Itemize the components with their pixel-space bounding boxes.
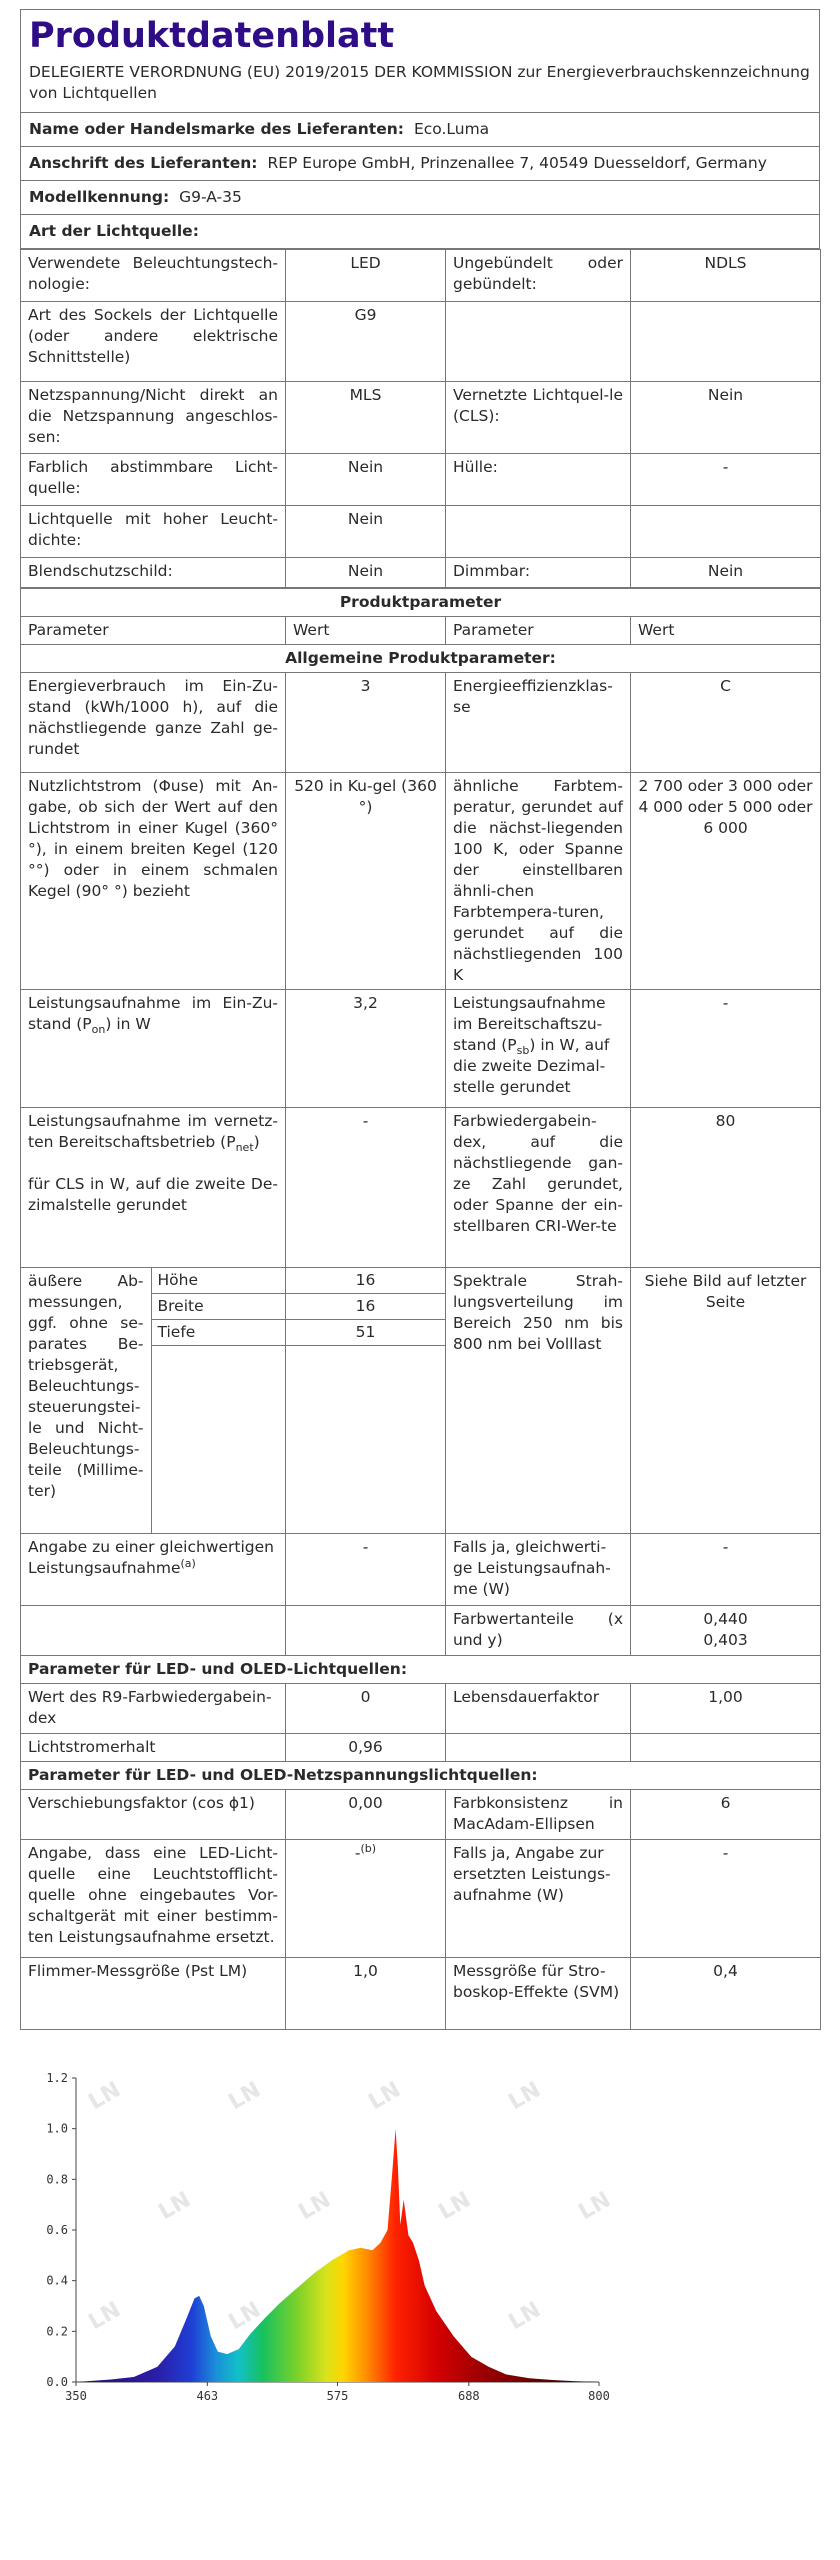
supplier-name-value: Eco.Luma (413, 120, 490, 138)
chroma-label: Farbwertanteile (x und y) (446, 1606, 631, 1656)
onmode-label: Energieverbrauch im Ein-Zu-stand (kWh/1000 h), auf die nächstliegende ganze Zahl ge-rundet (21, 673, 286, 773)
dimensions-cell (21, 1268, 286, 1534)
macadam-value: 6 (631, 1790, 821, 1840)
lumen-value: 0,96 (286, 1734, 446, 1762)
cct-label: ähnliche Farbtem-peratur, gerundet auf die nächst-liegenden 100 K, oder Spanne der einstellbaren ähnli-chen Farbtempera-turen, gerundet auf die nächstliegenden 100 K (446, 773, 631, 990)
r9-label: Wert des R9-Farbwiedergabein-dex (21, 1684, 286, 1734)
spectrum-svg (14, 2070, 644, 2410)
pon-label: Leistungsaufnahme im Ein-Zu-stand $(P_{on})$ in W (21, 990, 286, 1108)
flicker-label: Flimmer-Messgröße (Pst LM) (21, 1958, 286, 2030)
supplier-address-row (20, 147, 820, 181)
supplier-name-label: Name oder Handelsmarke des Lieferanten: (29, 120, 404, 138)
replace-label: Angabe, dass eine LED-Licht-quelle eine Leuchtstofflicht-quelle ohne eingebautes Vor-schaltgerät mit einer bestimm-ten Leistungsaufnahme ersetzt. (21, 1840, 286, 1958)
pnet-value: - (286, 1108, 446, 1268)
lightsource-v1: Nein (286, 454, 446, 506)
eec-value: C (631, 673, 821, 773)
general-heading: Allgemeine Produktparameter: (21, 645, 821, 673)
y-tick-label: 0.6 (46, 2223, 68, 2237)
psb-value: - (631, 990, 821, 1108)
params-table (20, 588, 821, 2030)
psb-label: Leistungsaufnahme im Bereitschaftszu-stand $(P_{sb})$ in W, auf die zweite Dezimal-stelle gerundet (446, 990, 631, 1108)
eec-label: Energieeffizienzklas-se (446, 673, 631, 773)
survival-label: Lebensdauerfaktor (446, 1684, 631, 1734)
lightsource-v2: Nein (631, 382, 821, 454)
lightsource-row (21, 250, 821, 302)
lightsource-v2: - (631, 454, 821, 506)
onmode-value: 3 (286, 673, 446, 773)
watermark-text: LN (154, 2187, 196, 2226)
equiv-value: - (286, 1534, 446, 1606)
lumen-label: Lichtstromerhalt (21, 1734, 286, 1762)
x-tick-label: 688 (457, 2389, 480, 2403)
flicker-value: 1,0 (286, 1958, 446, 2030)
col-param-header: Parameter (21, 617, 286, 645)
y-tick-label: 1.0 (46, 2121, 68, 2136)
model-label: Modellkennung: (29, 188, 170, 206)
lightsource-row (21, 454, 821, 506)
x-tick-label: 463 (196, 2389, 219, 2403)
lightsource-l1: Art des Sockels der Lichtquelle (oder andere elektrische Schnittstelle) (21, 302, 286, 382)
r9-value: 0 (286, 1684, 446, 1734)
model-value: G9-A-35 (179, 188, 242, 206)
lightsource-l1: Lichtquelle mit hoher Leucht-dichte: (21, 506, 286, 558)
dimensions-label: äußere Ab-messungen, ggf. ohne se-parates Be-triebsgerät, Beleuchtungs-steuerungstei-le und Nicht-Beleuchtungs-teile (Millime-ter) (21, 1268, 151, 1533)
svm-label: Messgröße für Stro-boskop-Effekte (SVM) (446, 1958, 631, 2030)
lightsource-row (21, 558, 821, 588)
dimensions-values-cell (286, 1268, 446, 1534)
dimension-value: 51 (286, 1320, 445, 1346)
y-tick-label: 0.0 (46, 2375, 68, 2389)
lightsource-v1: Nein (286, 506, 446, 558)
x-tick-label: 800 (588, 2389, 610, 2403)
dimension-value: 16 (286, 1268, 445, 1294)
datasheet (20, 9, 820, 2030)
dimension-name: Breite (152, 1294, 286, 1320)
lightsource-v1: LED (286, 250, 446, 302)
watermark-text: LN (84, 2297, 126, 2336)
lightsource-row (21, 382, 821, 454)
pon-value: 3,2 (286, 990, 446, 1108)
page-title: Produktdatenblatt (20, 9, 820, 60)
watermark-text: LN (574, 2187, 616, 2226)
lightsource-v2 (631, 302, 821, 382)
y-tick-label: 0.8 (46, 2172, 68, 2187)
x-tick-label: 350 (65, 2389, 87, 2403)
lightsource-l2 (446, 506, 631, 558)
lightsource-l2: Dimmbar: (446, 558, 631, 588)
y-tick-label: 0.4 (46, 2273, 68, 2288)
lightsource-v1: MLS (286, 382, 446, 454)
col-param-header-2: Parameter (446, 617, 631, 645)
survival-value: 1,00 (631, 1684, 821, 1734)
equiv-label: Angabe zu einer gleichwertigen Leistungsaufnahme$^{(a)}$ (21, 1534, 286, 1606)
macadam-label: Farbkonsistenz in MacAdam-Ellipsen (446, 1790, 631, 1840)
replace-value: -$^{(b)}$ (286, 1840, 446, 1958)
watermark-text: LN (224, 2077, 266, 2116)
lightsource-row (21, 302, 821, 382)
lightsource-v1: Nein (286, 558, 446, 588)
x-tick-label: 575 (326, 2389, 349, 2403)
lightsource-row (21, 506, 821, 558)
cri-value: 80 (631, 1108, 821, 1268)
model-row (20, 181, 820, 215)
spd-label: Spektrale Strah-lungsverteilung im Bereich 250 nm bis 800 nm bei Volllast (446, 1268, 631, 1534)
lightsource-v2 (631, 506, 821, 558)
cct-value: 2 700 oder 3 000 oder 4 000 oder 5 000 oder 6 000 (631, 773, 821, 990)
col-value-header-2: Wert (631, 617, 821, 645)
watermark-text: LN (434, 2187, 476, 2226)
lightsource-l1: Farblich abstimmbare Licht-quelle: (21, 454, 286, 506)
lightsource-v2: Nein (631, 558, 821, 588)
mains-heading: Parameter für LED- und OLED-Netzspannungslichtquellen: (21, 1762, 821, 1790)
watermark-text: LN (504, 2077, 546, 2116)
supplier-name-row (20, 113, 820, 147)
lightsource-heading: Art der Lichtquelle: (20, 215, 820, 249)
lightsource-l2: Vernetzte Lichtquel-le (CLS): (446, 382, 631, 454)
lightsource-v1: G9 (286, 302, 446, 382)
spd-value: Siehe Bild auf letzter Seite (631, 1268, 821, 1534)
y-tick-label: 0.2 (46, 2324, 68, 2339)
flux-label: Nutzlichtstrom (Φuse) mit An-gabe, ob sich der Wert auf den Lichtstrom in einer Kugel (360° °), in einem breiten Kegel (120 °°) oder in einem schmalen Kegel (90° °) bezieht (21, 773, 286, 990)
dimension-name: Höhe (152, 1268, 286, 1294)
svm-value: 0,4 (631, 1958, 821, 2030)
pnet-label: Leistungsaufnahme im vernetz-ten Bereitschaftsbetrieb $(P_{net})$ für CLS in W, auf die zweite De-zimalstelle gerundet (21, 1108, 286, 1268)
col-value-header: Wert (286, 617, 446, 645)
supplier-address-label: Anschrift des Lieferanten: (29, 154, 258, 172)
equiv2-value: - (631, 1534, 821, 1606)
params-band: Produktparameter (21, 589, 821, 617)
dimension-name: Tiefe (152, 1320, 286, 1346)
replace2-label: Falls ja, Angabe zur ersetzten Leistungs-aufnahme (W) (446, 1840, 631, 1958)
cos-value: 0,00 (286, 1790, 446, 1840)
regulation-subtitle: DELEGIERTE VERORDNUNG (EU) 2019/2015 DER KOMMISSION zur Energieverbrauchskennzeichnung von Lichtquellen (20, 60, 820, 113)
watermark-text: LN (504, 2297, 546, 2336)
y-tick-label: 1.2 (46, 2071, 68, 2085)
spectrum-chart (14, 2070, 644, 2410)
watermark-text: LN (294, 2187, 336, 2226)
lightsource-table (20, 249, 821, 588)
lightsource-l1: Netzspannung/Nicht direkt an die Netzspannung angeschlos-sen: (21, 382, 286, 454)
watermark-text: LN (224, 2297, 266, 2336)
cos-label: Verschiebungsfaktor (cos ϕ1) (21, 1790, 286, 1840)
flux-value: 520 in Ku-gel (360 °) (286, 773, 446, 990)
lightsource-l2 (446, 302, 631, 382)
lightsource-l1: Blendschutzschild: (21, 558, 286, 588)
spectrum-area (76, 2129, 599, 2382)
supplier-address-value: REP Europe GmbH, Prinzenallee 7, 40549 Duesseldorf, Germany (267, 154, 767, 172)
equiv2-label: Falls ja, gleichwerti-ge Leistungsaufnah-me (W) (446, 1534, 631, 1606)
lightsource-v2: NDLS (631, 250, 821, 302)
lightsource-l1: Verwendete Beleuchtungstech-nologie: (21, 250, 286, 302)
lightsource-l2: Ungebündelt oder gebündelt: (446, 250, 631, 302)
replace2-value: - (631, 1840, 821, 1958)
watermark-text: LN (84, 2077, 126, 2116)
chroma-value: 0,440 0,403 (631, 1606, 821, 1656)
lightsource-l2: Hülle: (446, 454, 631, 506)
led-heading: Parameter für LED- und OLED-Lichtquellen: (21, 1656, 821, 1684)
dimension-value: 16 (286, 1294, 445, 1320)
cri-label: Farbwiedergabein-dex, auf die nächstliegende gan-ze Zahl gerundet, oder Spanne der ein-stellbaren CRI-Wer-te (446, 1108, 631, 1268)
watermark-text: LN (364, 2077, 406, 2116)
